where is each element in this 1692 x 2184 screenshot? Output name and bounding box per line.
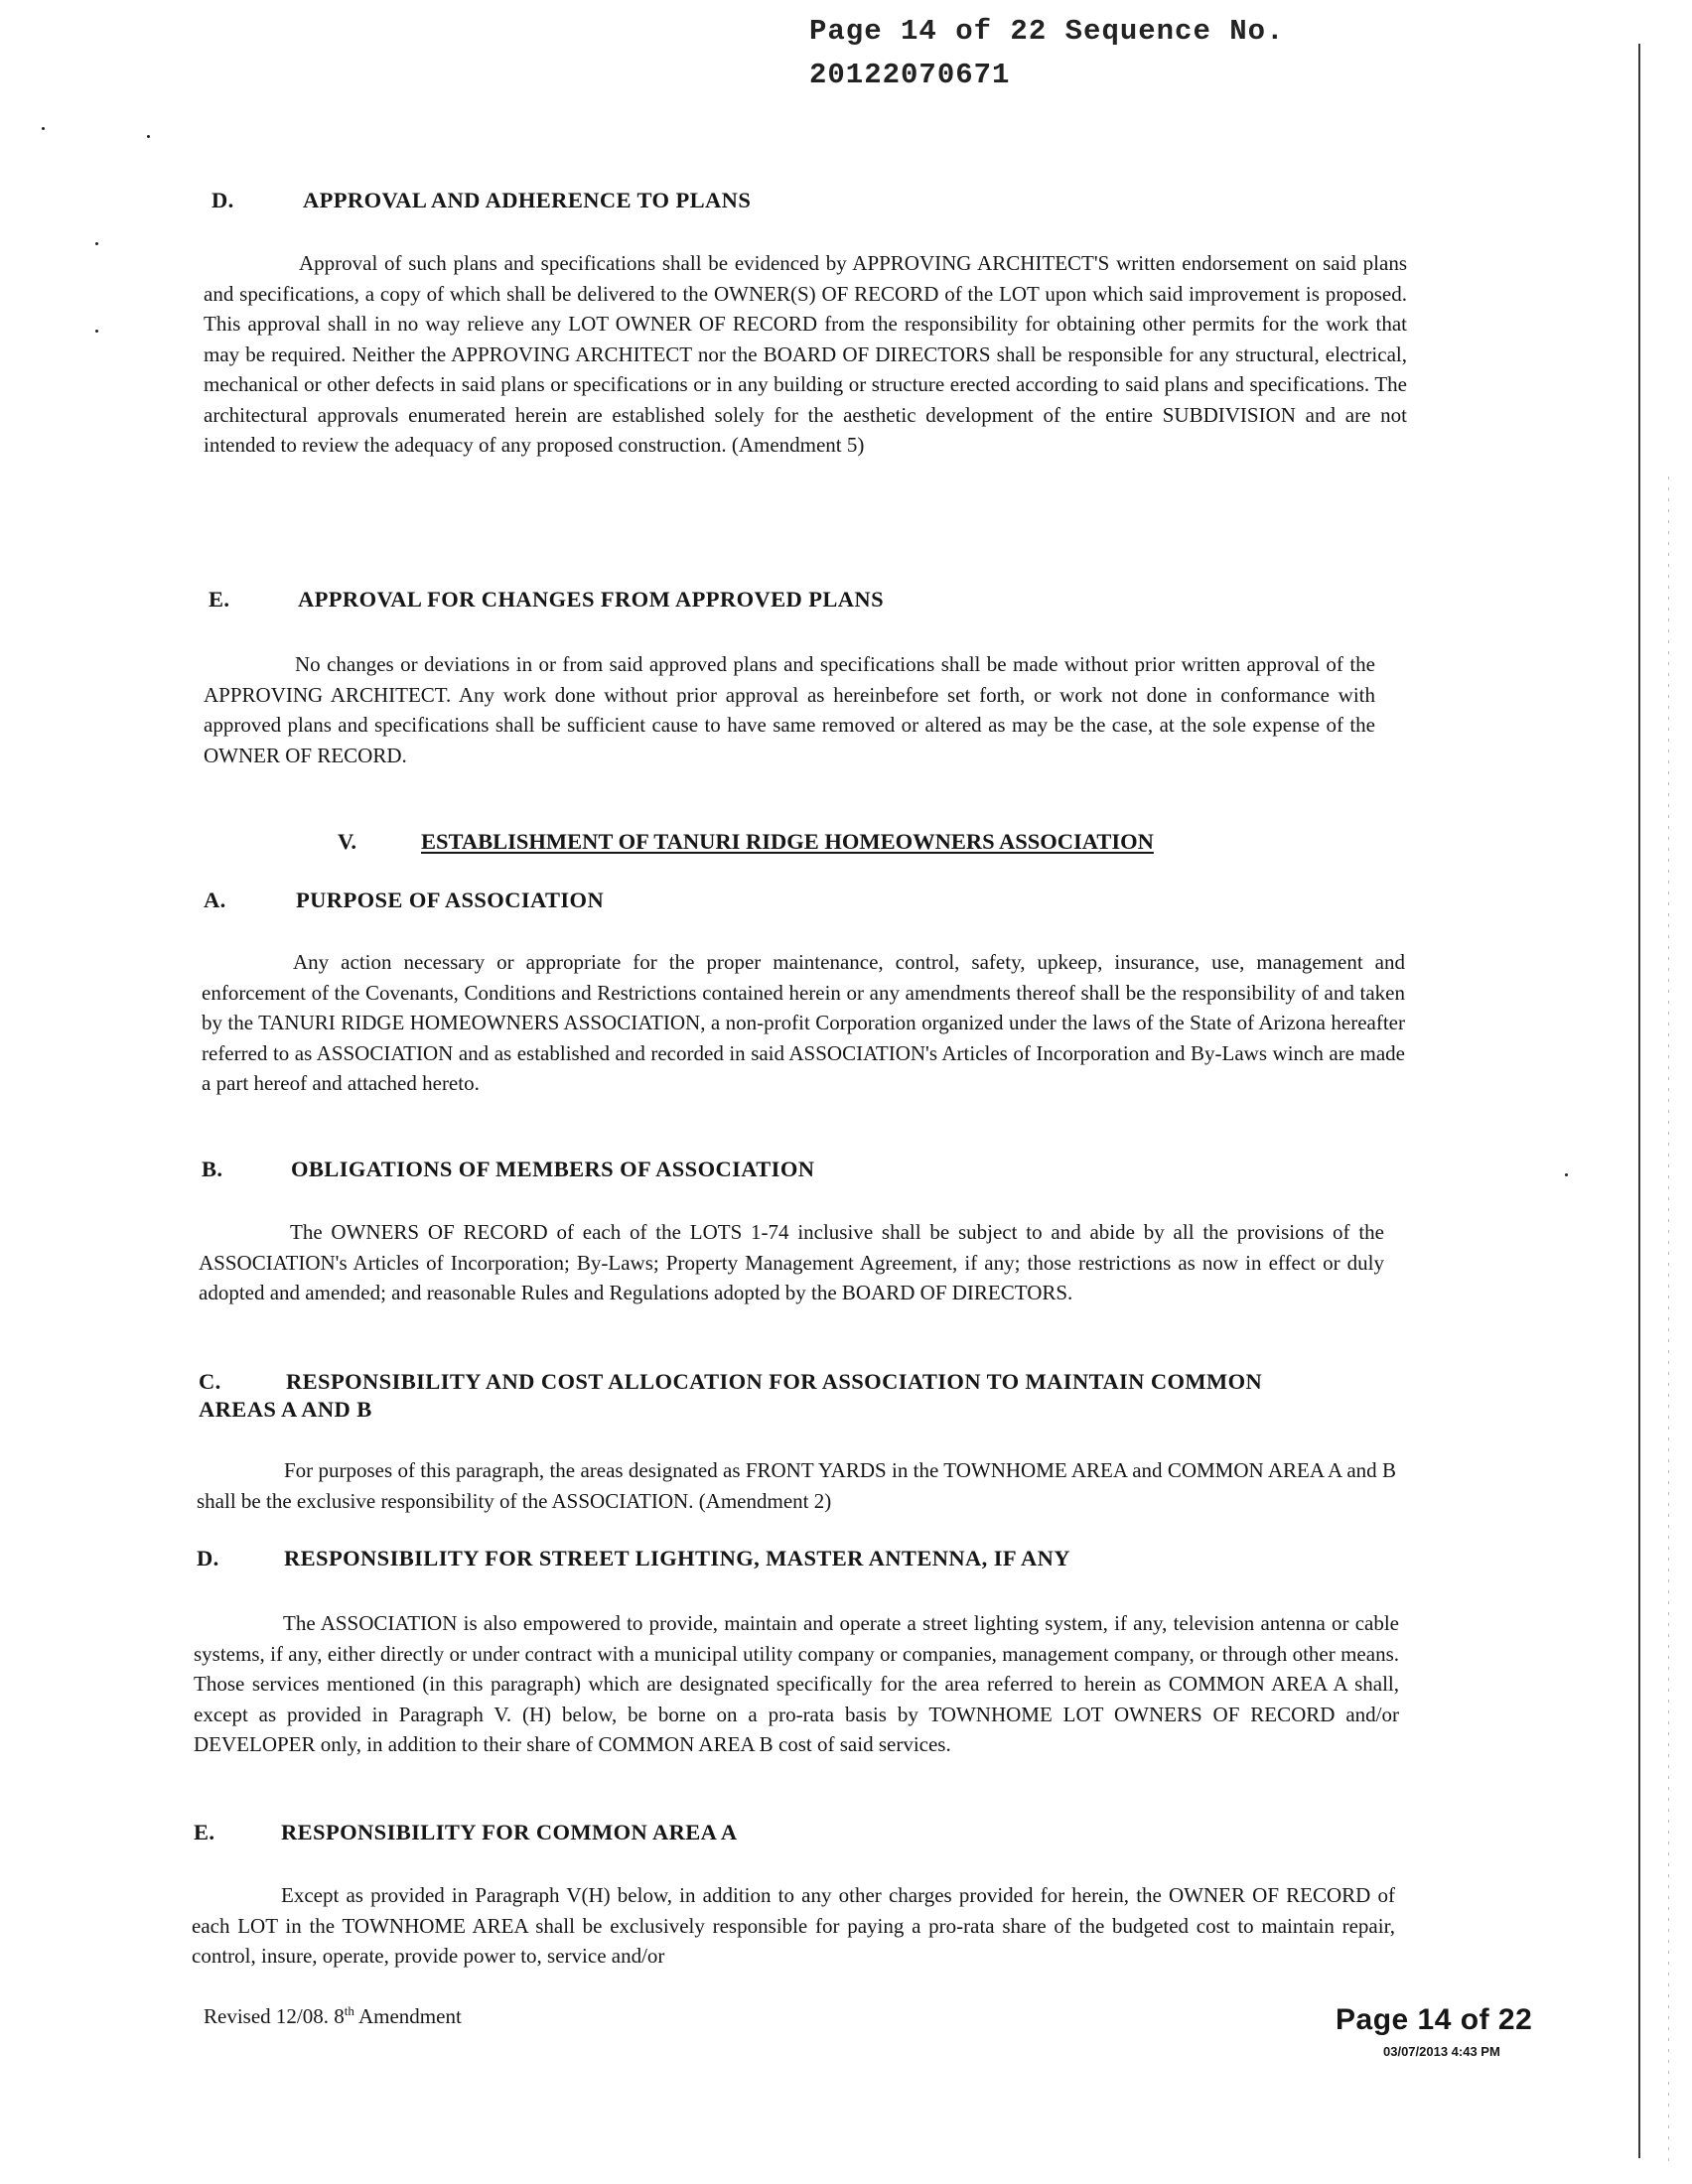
page-number: Page 14 of 22 — [1336, 2003, 1533, 2036]
scan-speck — [95, 330, 98, 333]
section-title: RESPONSIBILITY AND COST ALLOCATION FOR ASSOCIATION TO MAINTAIN COMMON — [286, 1369, 1263, 1394]
article-section-body-a: Any action necessary or appropriate for the proper maintenance, control, safety, upkeep, insurance, use, management and enforcement of the Covenants, Conditions and Restrictions contained herein or any amendments thereof shall be the responsibility of and taken by the TANURI RIDGE HOMEOWNERS ASSOCIATION, a non-profit Corporation organized under the laws of the State of Arizona hereafter referred to as ASSOCIATION and as established and recorded in said ASSOCIATION's Articles of Incorporation and By-Laws winch are made a part hereof and attached hereto. — [202, 950, 1405, 1095]
section-letter: C. — [199, 1369, 221, 1394]
print-timestamp: 03/07/2013 4:43 PM — [1383, 2044, 1500, 2059]
section-title: OBLIGATIONS OF MEMBERS OF ASSOCIATION — [291, 1157, 815, 1181]
revision-note: Revised 12/08. 8th Amendment — [204, 2003, 462, 2028]
section-title: APPROVAL AND ADHERENCE TO PLANS — [303, 188, 752, 212]
section-letter: A. — [204, 887, 226, 912]
scan-edge-line — [1638, 44, 1640, 2158]
section-letter: D. — [212, 188, 234, 212]
scan-speck — [147, 135, 150, 138]
section-title: RESPONSIBILITY FOR STREET LIGHTING, MASTER ANTENNA, IF ANY — [284, 1546, 1070, 1570]
section-letter: B. — [202, 1157, 223, 1181]
scan-speck — [42, 127, 45, 130]
article-section-body-e: Except as provided in Paragraph V(H) below, in addition to any other charges provided for herein, the OWNER OF RECORD of each LOT in the TOWNHOME AREA shall be exclusively responsible for paying a pro-rata share of the budgeted cost to maintain repair, control, insure, operate, provide power to, service and/or — [192, 1883, 1395, 1968]
article-roman: V. — [338, 829, 356, 854]
scan-speck — [1565, 1173, 1568, 1176]
section-title-continued: AREAS A AND B — [199, 1397, 372, 1422]
page-sequence-header: Page 14 of 22 Sequence No. 20122070671 — [809, 15, 1285, 91]
section-letter: E. — [209, 587, 230, 612]
section-title: PURPOSE OF ASSOCIATION — [296, 887, 605, 912]
section-letter: E. — [194, 1820, 215, 1844]
scan-speck — [95, 242, 98, 245]
scan-edge-dots — [1668, 477, 1669, 2164]
section-body-d: Approval of such plans and specifications shall be evidenced by APPROVING ARCHITECT'S written endorsement on said plans and specifications, a copy of which shall be delivered to the OWNER(S) OF RECORD of the LOT upon which said improvement is proposed. This approval shall in no way relieve any LOT OWNER OF RECORD from the responsibility for obtaining other permits for the work that may be required. Neither the APPROVING ARCHITECT nor the BOARD OF DIRECTORS shall be responsible for any structural, electrical, mechanical or other defects in said plans or specifications or in any building or structure erected according to said plans and specifications. The architectural approvals enumerated herein are established solely for the aesthetic development of the entire SUBDIVISION and are not intended to review the adequacy of any proposed construction. (Amendment 5) — [204, 251, 1407, 457]
article-title: ESTABLISHMENT OF TANURI RIDGE HOMEOWNERS ASSOCIATION — [421, 829, 1154, 854]
article-section-body-b: The OWNERS OF RECORD of each of the LOTS 1-74 inclusive shall be subject to and abide by all the provisions of the ASSOCIATION's Articles of Incorporation; By-Laws; Property Management Agreement, if any; those restrictions as now in effect or duly adopted and amended; and reasonable Rules and Regulations adopted by the BOARD OF DIRECTORS. — [199, 1220, 1384, 1304]
section-body-e: No changes or deviations in or from said approved plans and specifications shall be made without prior written approval of the APPROVING ARCHITECT. Any work done without prior approval as hereinbefore set forth, or work not done in conformance with approved plans and specifications shall be sufficient cause to have same removed or altered as may be the case, at the sole expense of the OWNER OF RECORD. — [204, 652, 1375, 767]
article-section-body-d: The ASSOCIATION is also empowered to provide, maintain and operate a street lighting system, if any, television antenna or cable systems, if any, either directly or under contract with a municipal utility company or companies, management company, or through other means. Those services mentioned (in this paragraph) which are designated specifically for the area referred to herein as COMMON AREA A shall, except as provided in Paragraph V. (H) below, be borne on a pro-rata basis by TOWNHOME LOT OWNERS OF RECORD and/or DEVELOPER only, in addition to their share of COMMON AREA B cost of said services. — [194, 1611, 1399, 1756]
article-section-body-c: For purposes of this paragraph, the areas designated as FRONT YARDS in the TOWNHOME AREA and COMMON AREA A and B shall be the exclusive responsibility of the ASSOCIATION. (Amendment 2) — [197, 1458, 1396, 1513]
section-letter: D. — [197, 1546, 219, 1570]
section-title: RESPONSIBILITY FOR COMMON AREA A — [281, 1820, 738, 1844]
section-title: APPROVAL FOR CHANGES FROM APPROVED PLANS — [298, 587, 884, 612]
